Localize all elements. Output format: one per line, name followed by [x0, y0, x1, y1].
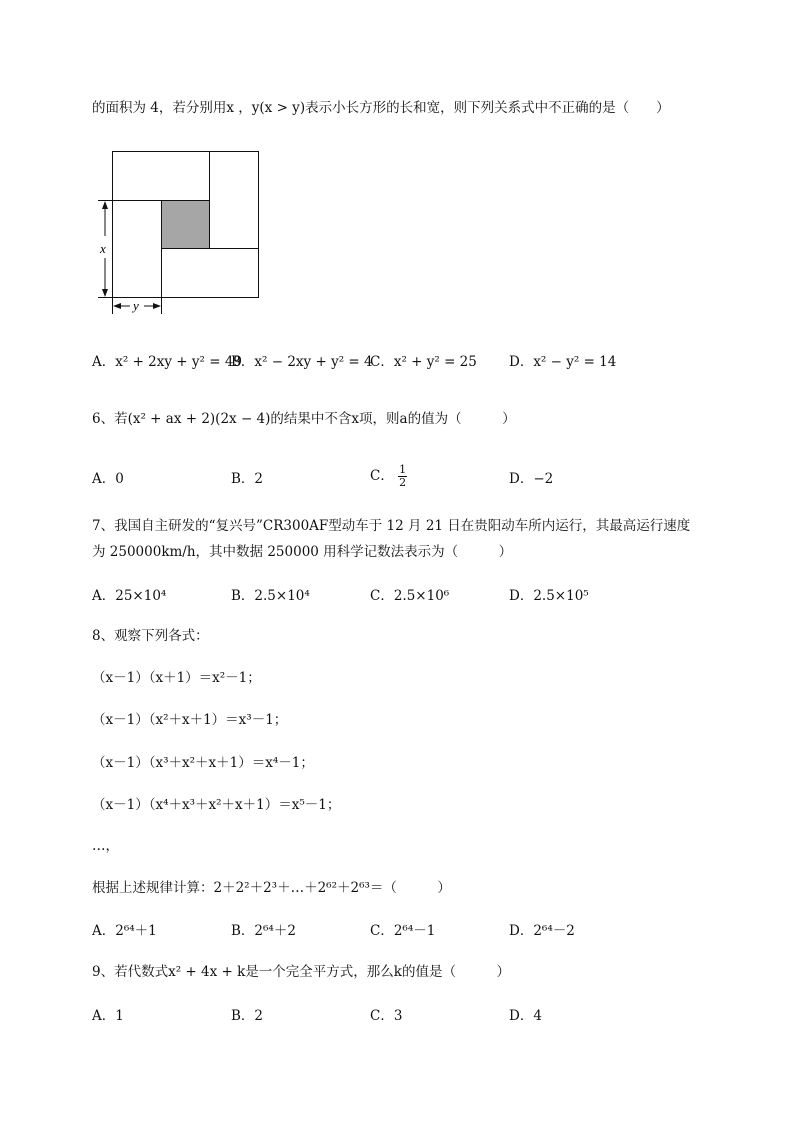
q6-option-a: A．0	[92, 471, 124, 487]
q8-identity-2: （x－1）（x²＋x＋1）＝x³－1；	[92, 712, 288, 728]
q6-stem: 6、若(x² + ax + 2)(2x − 4)的结果中不含x项，则a的值为（ ）	[92, 411, 516, 427]
top-rectangle	[113, 152, 210, 201]
q9-option-a: A．1	[92, 1008, 124, 1024]
q7-option-a: A．25×10⁴	[92, 588, 167, 604]
q5-option-d: D．x² − y² = 14	[509, 354, 617, 370]
q8-option-b: B．2⁶⁴＋2	[231, 923, 296, 939]
q5-stem: 的面积为 4，若分别用x ，y(x > y)表示小长方形的长和宽，则下列关系式中不正确的是（ ）	[92, 100, 670, 116]
q7-option-c: C．2.5×10⁶	[370, 588, 450, 604]
fraction-one-half: $\frac{1}{2}$	[399, 463, 407, 489]
label-x: x	[100, 241, 106, 256]
q8-calc: 根据上述规律计算：2＋2²＋2³＋…＋2⁶²＋2⁶³＝（ ）	[92, 880, 451, 896]
shaded-square	[162, 201, 210, 249]
q8-option-c: C．2⁶⁴－1	[370, 923, 436, 939]
arrow-left-icon	[113, 303, 121, 309]
q7-option-b: B．2.5×10⁴	[231, 588, 310, 604]
q8-identity-3: （x－1）（x³＋x²＋x＋1）＝x⁴－1；	[92, 755, 314, 771]
arrow-up-icon	[102, 201, 108, 209]
q5-option-a: A．x² + 2xy + y² = 49	[92, 354, 243, 370]
q6-option-b: B．2	[231, 471, 264, 487]
right-rectangle	[210, 152, 259, 249]
q7-option-d: D．2.5×10⁵	[509, 588, 589, 604]
q6-option-d: D．−2	[509, 471, 554, 487]
q9-stem: 9、若代数式x² + 4x + k是一个完全平方式，那么k的值是（ ）	[92, 964, 510, 980]
q9-option-b: B．2	[231, 1008, 264, 1024]
q7-stem-line1: 7、我国自主研发的“复兴号”CR300AF型动车于 12 月 21 日在贵阳动车所内运行，其最高运行速度	[92, 518, 691, 534]
q5-option-b: B．x² − 2xy + y² = 4	[231, 354, 373, 370]
q8-identity-4: （x－1）（x⁴＋x³＋x²＋x＋1）＝x⁵－1；	[92, 797, 341, 813]
q6-option-c	[370, 464, 407, 489]
label-y: y	[133, 298, 139, 313]
q6-option-c-label: C．	[370, 468, 394, 484]
bottom-rectangle	[162, 249, 259, 298]
q8-option-a: A．2⁶⁴＋1	[92, 923, 157, 939]
left-rectangle	[113, 201, 162, 298]
q9-option-d: D．4	[509, 1008, 542, 1024]
q8-identity-1: （x－1）（x＋1）＝x²－1；	[92, 670, 261, 686]
q8-stem: 8、观察下列各式：	[92, 628, 209, 644]
q8-ellipsis: …，	[92, 838, 119, 854]
arrow-down-icon	[102, 289, 108, 297]
q7-stem-line2: 为 250000km/h，其中数据 250000 用科学记数法表示为（ ）	[92, 544, 513, 560]
q8-option-d: D．2⁶⁴－2	[509, 923, 575, 939]
arrow-right-icon	[153, 303, 161, 309]
q9-option-c: C．3	[370, 1008, 403, 1024]
rectangle-figure	[94, 148, 264, 318]
q5-option-c: C．x² + y² = 25	[370, 354, 477, 370]
